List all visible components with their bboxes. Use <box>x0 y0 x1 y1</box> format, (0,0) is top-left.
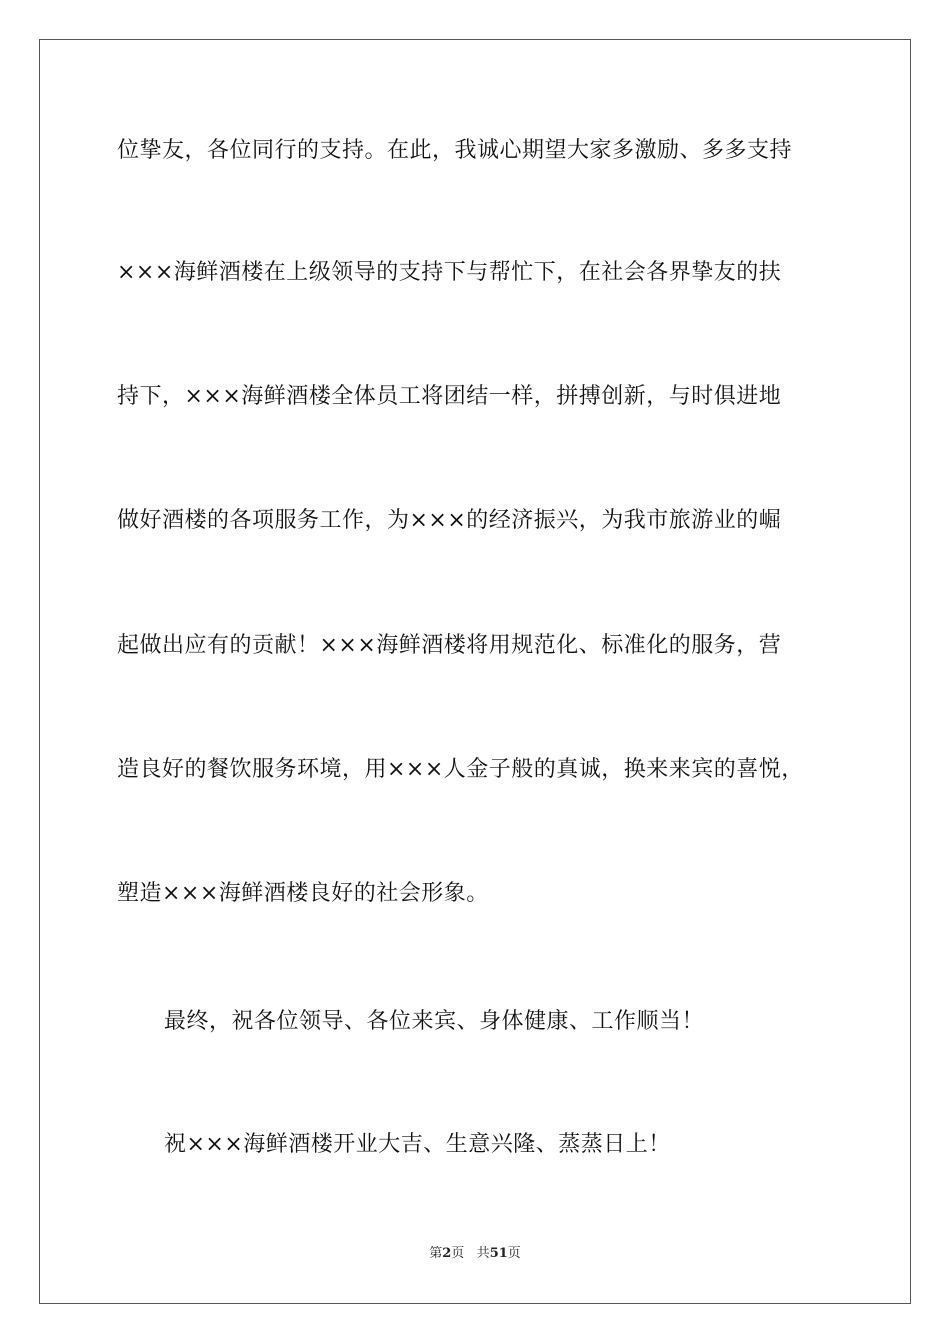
closing-wish-line: 最终，祝各位领导、各位来宾、身体健康、工作顺当！ <box>164 1009 705 1034</box>
body-line-2: ×××海鲜酒楼在上级领导的支持下与帮忙下，在社会各界挚友的扶 <box>117 260 782 285</box>
page-border <box>39 39 911 1304</box>
body-line-3: 持下，×××海鲜酒楼全体员工将团结一样，拼搏创新，与时俱进地 <box>117 384 782 409</box>
body-line-1: 位挚友，各位同行的支持。在此，我诚心期望大家多激励、多多支持 <box>117 138 793 163</box>
total-prefix: 共 <box>476 1246 490 1261</box>
page-footer <box>0 1246 950 1262</box>
page-suffix: 页 <box>451 1246 465 1261</box>
page-number: 2 <box>442 1246 452 1261</box>
body-line-4: 做好酒楼的各项服务工作，为×××的经济振兴，为我市旅游业的崛 <box>117 508 782 533</box>
body-line-5: 起做出应有的贡献！×××海鲜酒楼将用规范化、标准化的服务，营 <box>117 633 782 658</box>
opening-blessing-line: 祝×××海鲜酒楼开业大吉、生意兴隆、蒸蒸日上！ <box>164 1132 671 1157</box>
body-line-6: 造良好的餐饮服务环境，用×××人金子般的真诚，换来来宾的喜悦， <box>117 757 804 782</box>
page-prefix: 第 <box>429 1246 443 1261</box>
body-line-7: 塑造×××海鲜酒楼良好的社会形象。 <box>117 881 489 906</box>
total-suffix: 页 <box>507 1246 521 1261</box>
total-pages: 51 <box>489 1246 508 1261</box>
